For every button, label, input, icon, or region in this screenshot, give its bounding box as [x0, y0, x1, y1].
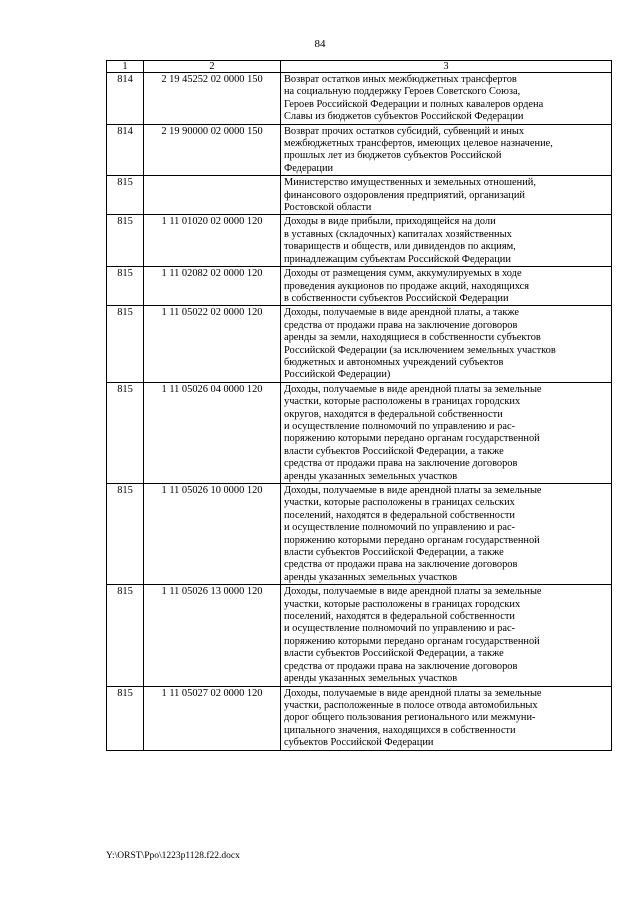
classification-code-cell: 1 11 02082 02 0000 120	[144, 267, 281, 306]
description-cell: Доходы, получаемые в виде арендной платы за земельные участки, которые расположены в границах городских округов, находятся в федеральной собственности и осуществление полномочий по управлению и рас- поряжению которыми передано органам государственной власти субъектов Российской Федерации, а также средства от продажи права на заключение договоров аренды указанных земельных участков	[281, 382, 612, 483]
classification-code-cell: 1 11 05026 04 0000 120	[144, 382, 281, 483]
table-row	[107, 686, 612, 750]
table-row	[107, 306, 612, 382]
table-row	[107, 73, 612, 125]
income-classification-table	[106, 60, 612, 751]
table-row	[107, 585, 612, 686]
column-header-2: 2	[144, 61, 281, 73]
description-cell: Доходы в виде прибыли, приходящейся на доли в уставных (складочных) капиталах хозяйственных товариществ и обществ, или дивидендов по акциям, принадлежащим субъектам Российской Федерации	[281, 215, 612, 267]
description-cell: Возврат остатков иных межбюджетных трансфертов на социальную поддержку Героев Советского Союза, Героев Российской Федерации и полных кавалеров ордена Славы из бюджетов субъектов Российской Федерации	[281, 73, 612, 125]
classification-code-cell: 1 11 05026 10 0000 120	[144, 484, 281, 585]
agency-code-cell: 815	[107, 267, 144, 306]
agency-code-cell: 815	[107, 686, 144, 750]
page-number: 84	[314, 38, 326, 50]
description-cell: Возврат прочих остатков субсидий, субвенций и иных межбюджетных трансфертов, имеющих целевое назначение, прошлых лет из бюджетов субъектов Российской Федерации	[281, 124, 612, 176]
description-cell: Министерство имущественных и земельных отношений, финансового оздоровления предприятий, организаций Ростовской области	[281, 176, 612, 215]
agency-code-cell: 815	[107, 382, 144, 483]
agency-code-cell: 815	[107, 176, 144, 215]
description-cell: Доходы, получаемые в виде арендной платы за земельные участки, расположенные в полосе отвода автомобильных дорог общего пользования регионального или межмуни- ципального значения, находящихся в собственности субъектов Российской Федерации	[281, 686, 612, 750]
table-row	[107, 124, 612, 176]
classification-code-cell: 2 19 45252 02 0000 150	[144, 73, 281, 125]
table-row	[107, 267, 612, 306]
agency-code-cell: 814	[107, 73, 144, 125]
agency-code-cell: 814	[107, 124, 144, 176]
table-body	[107, 73, 612, 751]
classification-code-cell: 1 11 01020 02 0000 120	[144, 215, 281, 267]
classification-code-cell	[144, 176, 281, 215]
description-cell: Доходы от размещения сумм, аккумулируемых в ходе проведения аукционов по продаже акций, находящихся в собственности субъектов Российской Федерации	[281, 267, 612, 306]
description-cell: Доходы, получаемые в виде арендной платы за земельные участки, которые расположены в границах городских поселений, находятся в федеральной собственности и осуществление полномочий по управлению и рас- поряжению которыми передано органам государственной власти субъектов Российской Федерации, а также средства от продажи права на заключение договоров аренды указанных земельных участков	[281, 585, 612, 686]
agency-code-cell: 815	[107, 215, 144, 267]
table-row	[107, 215, 612, 267]
classification-code-cell: 2 19 90000 02 0000 150	[144, 124, 281, 176]
classification-code-cell: 1 11 05027 02 0000 120	[144, 686, 281, 750]
column-header-3: 3	[281, 61, 612, 73]
classification-code-cell: 1 11 05026 13 0000 120	[144, 585, 281, 686]
agency-code-cell: 815	[107, 585, 144, 686]
description-cell: Доходы, получаемые в виде арендной платы, а также средства от продажи права на заключение договоров аренды за земли, находящиеся в собственности субъектов Российской Федерации (за исключением земельных участков бюджетных и автономных учреждений субъектов Российской Федерации)	[281, 306, 612, 382]
table-header-row	[107, 61, 612, 73]
agency-code-cell: 815	[107, 306, 144, 382]
column-header-1: 1	[107, 61, 144, 73]
table-row	[107, 382, 612, 483]
classification-code-cell: 1 11 05022 02 0000 120	[144, 306, 281, 382]
document-file-path: Y:\ORST\Ppo\1223p1128.f22.docx	[106, 851, 240, 861]
table-row	[107, 176, 612, 215]
agency-code-cell: 815	[107, 484, 144, 585]
description-cell: Доходы, получаемые в виде арендной платы за земельные участки, которые расположены в границах сельских поселений, находятся в федеральной собственности и осуществление полномочий по управлению и рас- поряжению которыми передано органам государственной власти субъектов Российской Федерации, а также средства от продажи права на заключение договоров аренды указанных земельных участков	[281, 484, 612, 585]
table-row	[107, 484, 612, 585]
